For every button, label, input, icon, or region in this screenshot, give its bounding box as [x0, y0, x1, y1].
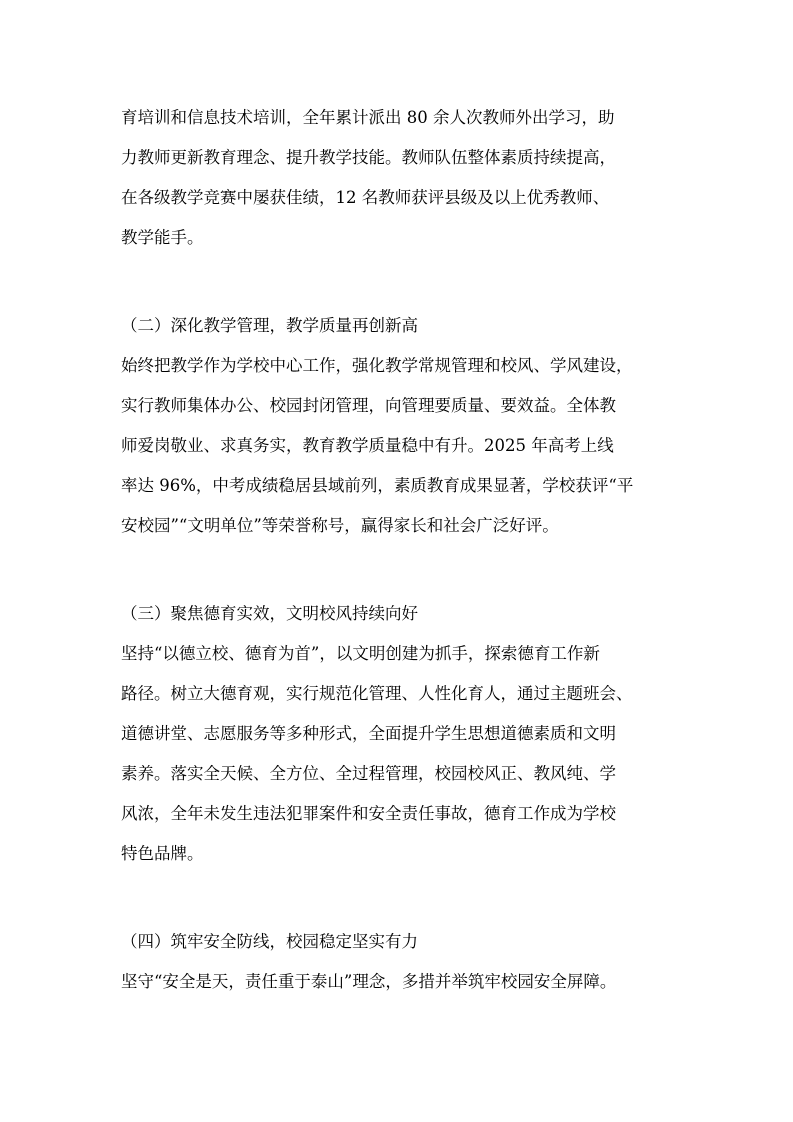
paragraph-line: 在各级教学竞赛中屡获佳绩，12 名教师获评县级及以上优秀教师、 [121, 188, 610, 207]
paragraph-line: 路径。树立大德育观，实行规范化管理、人性化育人，通过主题班会、 [121, 684, 633, 703]
paragraph-line: 育培训和信息技术培训，全年累计派出 80 余人次教师外出学习，助 [121, 108, 615, 127]
section-heading: （三）聚焦德育实效，文明校风持续向好 [121, 604, 418, 623]
paragraph-line: 素养。落实全天候、全方位、全过程管理，校园校风正、教风纯、学 [121, 764, 616, 783]
paragraph-line: 实行教师集体办公、校园封闭管理，向管理要质量、要效益。全体教 [121, 396, 616, 415]
paragraph-line: 安校园”“文明单位”等荣誉称号，赢得家长和社会广泛好评。 [121, 516, 559, 535]
paragraph-line: 教学能手。 [121, 228, 204, 247]
paragraph-line: 道德讲堂、志愿服务等多种形式，全面提升学生思想道德素质和文明 [121, 724, 616, 743]
paragraph-line: 坚持“以德立校、德育为首”，以文明创建为抓手，探索德育工作新 [121, 644, 600, 663]
paragraph-line: 始终把教学作为学校中心工作，强化教学常规管理和校风、学风建设， [121, 356, 633, 375]
paragraph-line: 力教师更新教育理念、提升教学技能。教师队伍整体素质持续提高， [121, 148, 616, 167]
paragraph-line: 特色品牌。 [121, 844, 204, 863]
section-heading: （四）筑牢安全防线，校园稳定坚实有力 [121, 932, 418, 951]
section-heading: （二）深化教学管理，教学质量再创新高 [121, 316, 418, 335]
paragraph-line: 率达 96%，中考成绩稳居县域前列，素质教育成果显著，学校获评“平 [121, 476, 634, 495]
paragraph-line: 风浓，全年未发生违法犯罪案件和安全责任事故，德育工作成为学校 [121, 804, 616, 823]
paragraph-line: 师爱岗敬业、求真务实，教育教学质量稳中有升。2025 年高考上线 [121, 436, 614, 455]
paragraph-line: 坚守“安全是天，责任重于泰山”理念，多措并举筑牢校园安全屏障。 [121, 972, 617, 991]
